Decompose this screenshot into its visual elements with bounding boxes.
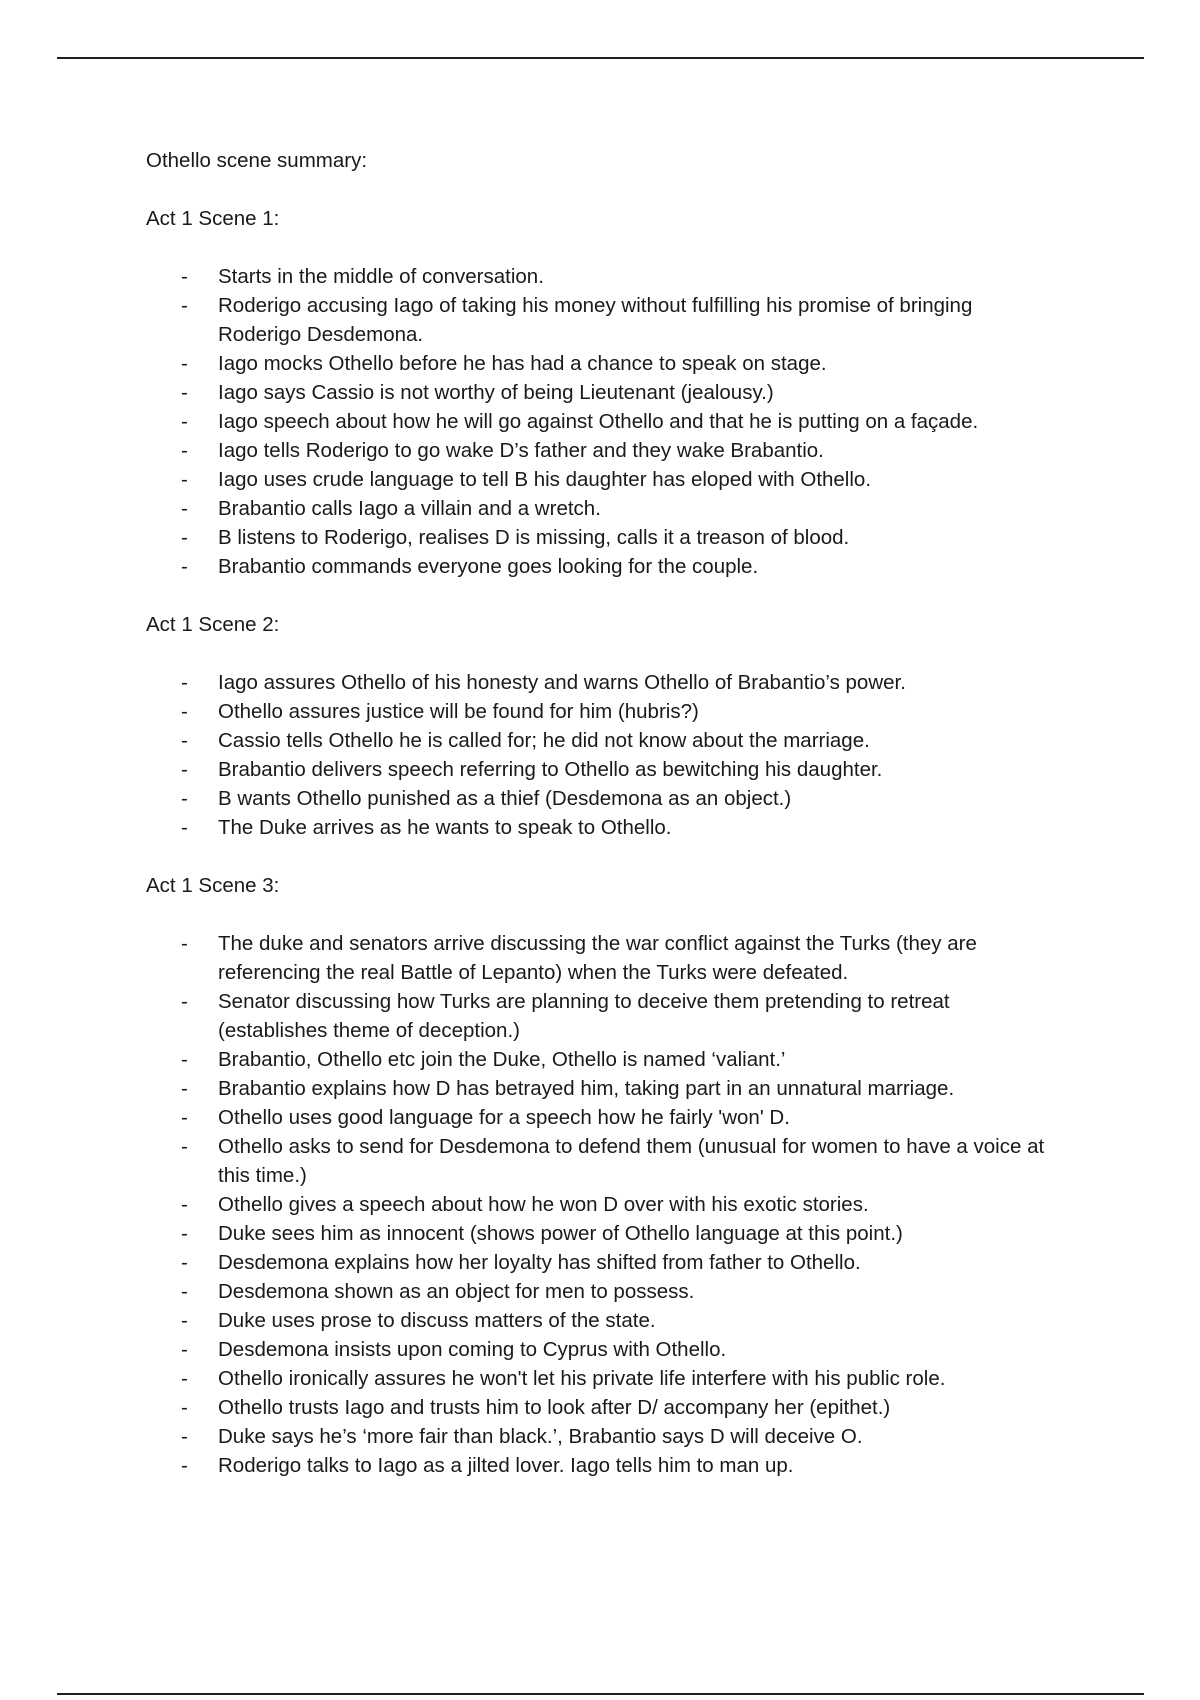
list-item-text: Othello gives a speech about how he won D over with his exotic stories. <box>218 1193 869 1216</box>
list-item <box>146 755 1046 784</box>
list-item <box>146 1335 1046 1364</box>
list-item-text: Othello assures justice will be found for him (hubris?) <box>218 700 699 723</box>
dash-bullet-icon: - <box>181 497 188 520</box>
document-page <box>146 146 1046 1509</box>
dash-bullet-icon: - <box>181 1193 188 1216</box>
dash-bullet-icon: - <box>181 1251 188 1274</box>
dash-bullet-icon: - <box>181 526 188 549</box>
bullet-list <box>146 929 1046 1480</box>
dash-bullet-icon: - <box>181 381 188 404</box>
list-item-text: Cassio tells Othello he is called for; he did not know about the marriage. <box>218 729 870 752</box>
list-item-text: B listens to Roderigo, realises D is missing, calls it a treason of blood. <box>218 526 850 549</box>
list-item <box>146 813 1046 842</box>
dash-bullet-icon: - <box>181 1309 188 1332</box>
list-item-text: Senator discussing how Turks are planning to deceive them pretending to retreat (establishes theme of deception.) <box>218 990 950 1042</box>
list-item-text: Brabantio explains how D has betrayed him, taking part in an unnatural marriage. <box>218 1077 955 1100</box>
dash-bullet-icon: - <box>181 671 188 694</box>
list-item-text: Iago assures Othello of his honesty and warns Othello of Brabantio’s power. <box>218 671 906 694</box>
list-item <box>146 407 1046 436</box>
bullet-list <box>146 262 1046 581</box>
section-heading: Act 1 Scene 3: <box>146 874 280 897</box>
list-item <box>146 465 1046 494</box>
list-item-text: Starts in the middle of conversation. <box>218 265 544 288</box>
document-title: Othello scene summary: <box>146 149 368 172</box>
dash-bullet-icon: - <box>181 294 188 317</box>
list-item <box>146 697 1046 726</box>
list-item <box>146 929 1046 987</box>
dash-bullet-icon: - <box>181 410 188 433</box>
list-item <box>146 436 1046 465</box>
dash-bullet-icon: - <box>181 787 188 810</box>
dash-bullet-icon: - <box>181 816 188 839</box>
list-item-text: Roderigo talks to Iago as a jilted lover. Iago tells him to man up. <box>218 1454 794 1477</box>
list-item <box>146 523 1046 552</box>
list-item <box>146 1451 1046 1480</box>
list-item-text: Duke says he’s ‘more fair than black.’, Brabantio says D will deceive O. <box>218 1425 863 1448</box>
list-item <box>146 1103 1046 1132</box>
list-item-text: Brabantio, Othello etc join the Duke, Othello is named ‘valiant.’ <box>218 1048 786 1071</box>
bottom-rule <box>57 1693 1144 1695</box>
list-item <box>146 1045 1046 1074</box>
list-item-text: Iago mocks Othello before he has had a chance to speak on stage. <box>218 352 827 375</box>
list-item-text: Othello trusts Iago and trusts him to look after D/ accompany her (epithet.) <box>218 1396 891 1419</box>
dash-bullet-icon: - <box>181 700 188 723</box>
list-item-text: Brabantio commands everyone goes looking for the couple. <box>218 555 759 578</box>
list-item <box>146 1364 1046 1393</box>
list-item-text: Desdemona insists upon coming to Cyprus with Othello. <box>218 1338 727 1361</box>
list-item <box>146 1393 1046 1422</box>
list-item <box>146 349 1046 378</box>
list-item-text: Brabantio delivers speech referring to Othello as bewitching his daughter. <box>218 758 883 781</box>
dash-bullet-icon: - <box>181 1135 188 1158</box>
list-item-text: Othello ironically assures he won't let his private life interfere with his public role. <box>218 1367 946 1390</box>
dash-bullet-icon: - <box>181 932 188 955</box>
dash-bullet-icon: - <box>181 1106 188 1129</box>
list-item <box>146 1132 1046 1190</box>
list-item <box>146 784 1046 813</box>
list-item-text: Desdemona shown as an object for men to possess. <box>218 1280 695 1303</box>
list-item <box>146 1306 1046 1335</box>
list-item <box>146 552 1046 581</box>
dash-bullet-icon: - <box>181 1077 188 1100</box>
dash-bullet-icon: - <box>181 1396 188 1419</box>
top-rule <box>57 57 1144 59</box>
list-item <box>146 1190 1046 1219</box>
list-item <box>146 1074 1046 1103</box>
list-item-text: The duke and senators arrive discussing the war conflict against the Turks (they are referencing the real Battle of Lepanto) when the Turks were defeated. <box>218 932 977 984</box>
list-item <box>146 668 1046 697</box>
dash-bullet-icon: - <box>181 729 188 752</box>
dash-bullet-icon: - <box>181 1338 188 1361</box>
sections-container <box>146 204 1046 1480</box>
dash-bullet-icon: - <box>181 1048 188 1071</box>
list-item-text: Brabantio calls Iago a villain and a wretch. <box>218 497 601 520</box>
list-item-text: The Duke arrives as he wants to speak to Othello. <box>218 816 672 839</box>
section-heading: Act 1 Scene 1: <box>146 207 280 230</box>
list-item-text: Iago says Cassio is not worthy of being Lieutenant (jealousy.) <box>218 381 774 404</box>
list-item-text: Iago speech about how he will go against Othello and that he is putting on a façade. <box>218 410 979 433</box>
list-item <box>146 1277 1046 1306</box>
dash-bullet-icon: - <box>181 1280 188 1303</box>
list-item <box>146 726 1046 755</box>
dash-bullet-icon: - <box>181 758 188 781</box>
section-heading: Act 1 Scene 2: <box>146 613 280 636</box>
list-item-text: Duke sees him as innocent (shows power of Othello language at this point.) <box>218 1222 903 1245</box>
dash-bullet-icon: - <box>181 1222 188 1245</box>
dash-bullet-icon: - <box>181 1367 188 1390</box>
dash-bullet-icon: - <box>181 1454 188 1477</box>
dash-bullet-icon: - <box>181 555 188 578</box>
list-item <box>146 1248 1046 1277</box>
list-item-text: Iago uses crude language to tell B his daughter has eloped with Othello. <box>218 468 872 491</box>
list-item-text: Othello asks to send for Desdemona to defend them (unusual for women to have a voice at this time.) <box>218 1135 1045 1187</box>
bullet-list <box>146 668 1046 842</box>
list-item-text: Roderigo accusing Iago of taking his money without fulfilling his promise of bringing Roderigo Desdemona. <box>218 294 973 346</box>
list-item <box>146 262 1046 291</box>
dash-bullet-icon: - <box>181 439 188 462</box>
list-item-text: Duke uses prose to discuss matters of the state. <box>218 1309 656 1332</box>
list-item <box>146 1219 1046 1248</box>
dash-bullet-icon: - <box>181 352 188 375</box>
list-item-text: B wants Othello punished as a thief (Desdemona as an object.) <box>218 787 792 810</box>
list-item <box>146 987 1046 1045</box>
dash-bullet-icon: - <box>181 468 188 491</box>
dash-bullet-icon: - <box>181 265 188 288</box>
list-item-text: Iago tells Roderigo to go wake D’s father and they wake Brabantio. <box>218 439 824 462</box>
list-item <box>146 1422 1046 1451</box>
list-item <box>146 494 1046 523</box>
list-item-text: Desdemona explains how her loyalty has shifted from father to Othello. <box>218 1251 861 1274</box>
list-item-text: Othello uses good language for a speech how he fairly 'won' D. <box>218 1106 790 1129</box>
dash-bullet-icon: - <box>181 990 188 1013</box>
list-item <box>146 291 1046 349</box>
list-item <box>146 378 1046 407</box>
dash-bullet-icon: - <box>181 1425 188 1448</box>
